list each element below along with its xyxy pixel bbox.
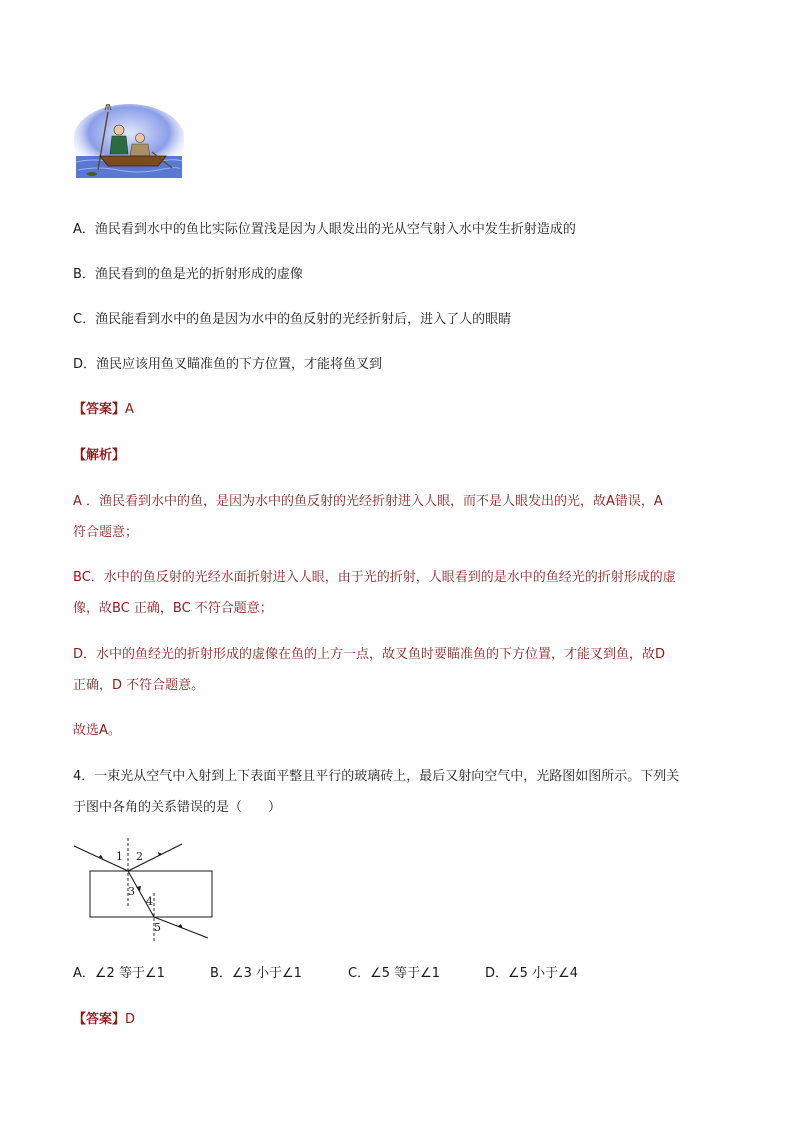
q4-stem-line2: 于图中各角的关系错误的是（ ） (73, 800, 282, 815)
glass-block (90, 871, 212, 917)
q3-analysis-heading (73, 447, 733, 465)
analysis-a-line1: A ．渔民看到水中的鱼，是因为水中的鱼反射的光经折射进入人眼，而不是人眼发出的光，故A错误，A (73, 494, 663, 509)
q3-option-a: A．渔民看到水中的鱼比实际位置浅是因为人眼发出的光从空气射入水中发生折射造成的 (73, 222, 576, 237)
q4-answer-label: 【答案】 (73, 1012, 126, 1027)
angle-label-4: 4 (146, 895, 153, 908)
q4-answer (73, 1011, 733, 1029)
q4-option-c: C．∠5 等于∠1 (348, 966, 441, 981)
q3-answer (73, 401, 733, 419)
answer-label: 【答案】 (73, 402, 126, 417)
angle-label-5: 5 (154, 921, 161, 934)
analysis-bc-line2: 像，故BC 正确，BC 不符合题意； (73, 601, 273, 616)
q4-option-d: D．∠5 小于∠4 (485, 966, 578, 981)
analysis-label: 【解析】 (73, 448, 126, 463)
q3-option-d: D．渔民应该用鱼叉瞄准鱼的下方位置，才能将鱼叉到 (73, 357, 383, 372)
q4-option-a: A．∠2 等于∠1 (73, 966, 165, 981)
analysis-d-line1: D．水中的鱼经光的折射形成的虚像在鱼的上方一点，故叉鱼时要瞄准鱼的下方位置，才能叉到鱼，故D (73, 647, 666, 662)
analysis-conclusion: 故选A。 (73, 723, 121, 738)
analysis-bc-line1: BC．水中的鱼反射的光经水面折射进入人眼，由于光的折射，人眼看到的是水中的鱼经光的折射形成的虚 (73, 570, 676, 585)
angle-label-1: 1 (116, 850, 123, 863)
angle-label-2: 2 (136, 850, 143, 863)
q4-option-b: B．∠3 小于∠1 (210, 966, 302, 981)
q3-option-b: B．渔民看到的鱼是光的折射形成的虚像 (73, 267, 303, 282)
q3-option-c: C．渔民能看到水中的鱼是因为水中的鱼反射的光经折射后，进入了人的眼睛 (73, 312, 512, 327)
light-path-diagram (70, 838, 215, 943)
answer-value: A (125, 402, 134, 417)
q4-stem-line1: 4．一束光从空气中入射到上下表面平整且平行的玻璃砖上，最后又射向空气中，光路图如图所示。下列关 (73, 769, 680, 784)
q4-answer-value: D (125, 1012, 136, 1027)
analysis-d-line2: 正确，D 不符合题意。 (73, 678, 205, 693)
angle-label-3: 3 (128, 885, 135, 898)
analysis-a-line2: 符合题意； (73, 525, 139, 540)
fisherman-illustration (74, 104, 184, 184)
